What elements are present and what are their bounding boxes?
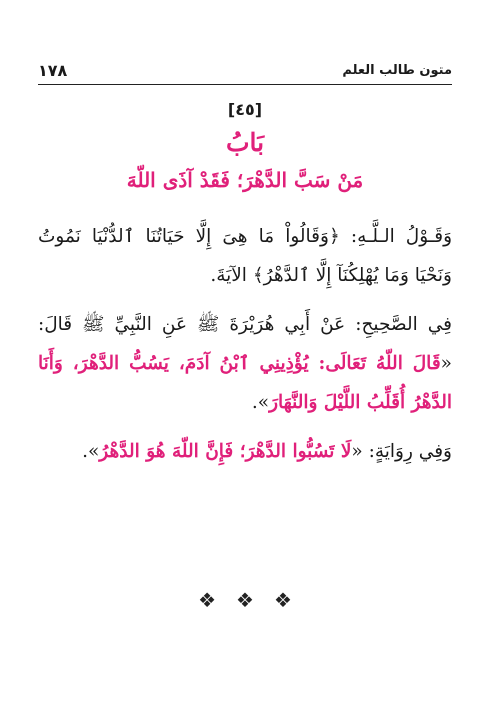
header-divider	[38, 84, 452, 85]
riwaya-hadith-text: لَا تَسُبُّوا الدَّهْرَ؛ فَإِنَّ اللّهَ هُوَ الدَّهْرُ	[99, 441, 352, 462]
paragraph-hadith-sahih	[38, 305, 452, 422]
paragraph-riwaya	[38, 432, 452, 471]
hadith-outro: ».	[251, 392, 270, 413]
page-content	[38, 98, 452, 481]
page-header	[38, 58, 452, 82]
hadith-intro: فِي الصَّحِيحِ: عَنْ أَبِي هُرَيْرَةَ ﷺ عَنِ النَّبِيِّ ﷺ قَالَ: «	[38, 314, 452, 374]
quran-verse-text: وَقَـوْلُ الـلَّـهِ: ﴿وَقَالُواْ مَا هِىَ إِلَّا حَيَاتُنَا ٱلدُّنْيَا نَمُوتُ وَنَحْيَا وَمَا يُهْلِكُنَآ إِلَّا ٱلدَّهْرُ﴾ الآيَةَ.	[38, 226, 452, 286]
hadith-qudsi-text: قَالَ اللّهُ تَعَالَى: يُؤْذِينِي ٱبْنُ آدَمَ، يَسُبُّ الدَّهْرَ، وَأَنَا الدَّهْرُ أُقَلِّبُ اللَّيْلَ وَالنَّهَارَ	[38, 353, 452, 413]
chapter-title: مَنْ سَبَّ الدَّهْرَ؛ فَقَدْ آذَى اللّهَ	[126, 168, 364, 192]
riwaya-outro: ».	[82, 441, 100, 462]
paragraph-quran-verse	[38, 217, 452, 295]
chapter-heading: بَابُ	[225, 128, 265, 157]
page-number: ١٧٨	[38, 60, 68, 80]
book-title: متون طالب العلم	[342, 62, 452, 78]
chapter-number: [٤٥]	[227, 100, 263, 119]
section-end-ornament: ❖❖❖	[198, 588, 312, 612]
riwaya-intro: وَفِي رِوَايَةٍ: «	[351, 441, 452, 462]
